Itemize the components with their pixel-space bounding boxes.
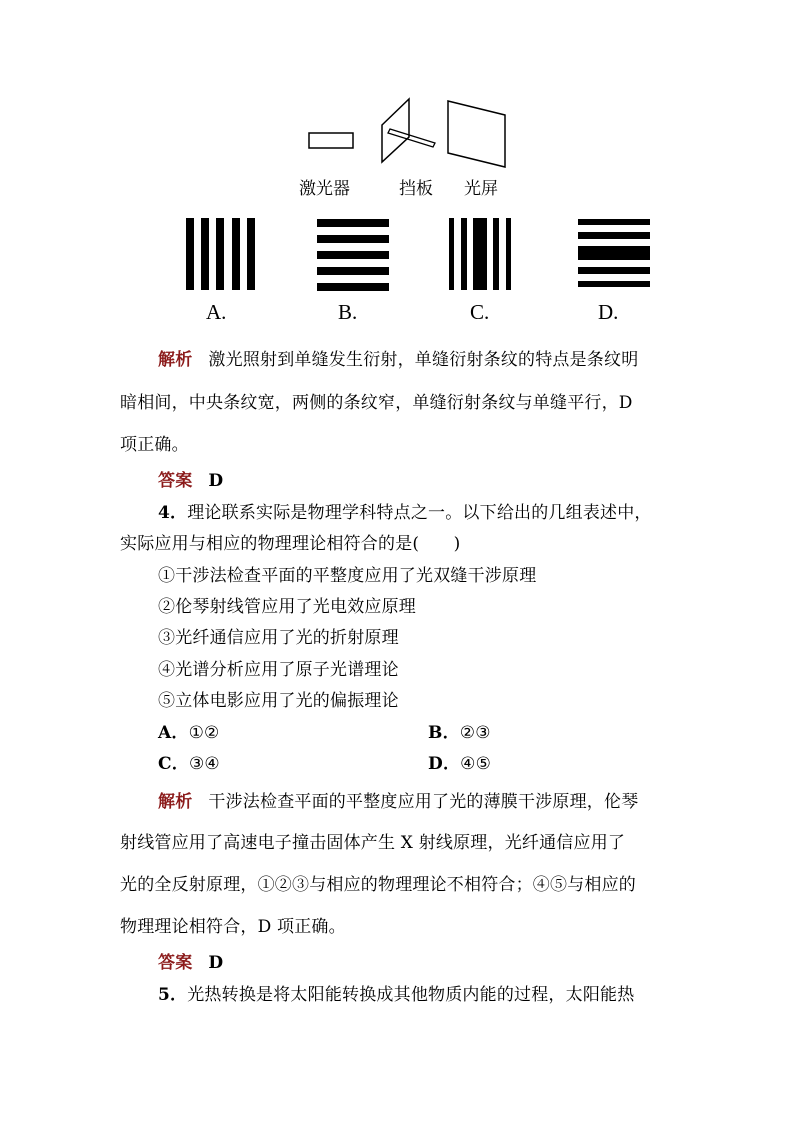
q4-analysis-tag: 解析 (158, 792, 193, 812)
q3-answer (158, 466, 223, 491)
q3-analysis-line-3: 项正确。 (120, 435, 189, 455)
q4-answer-tag: 答案 (158, 953, 193, 973)
pattern-b (317, 219, 389, 291)
q3-analysis-line-2: 暗相间，中央条纹宽，两侧的条纹窄，单缝衍射条纹与单缝平行，D (120, 393, 633, 413)
q4-number: 4． (158, 503, 188, 523)
option-a-label: A. (206, 300, 227, 324)
pattern-c (449, 218, 511, 290)
q4-item-1: ①干涉法检查平面的平整度应用了光双缝干涉原理 (158, 566, 537, 586)
screen-label: 光屏 (464, 179, 498, 199)
q4-stem-line-2: 实际应用与相应的物理理论相符合的是( ) (120, 534, 461, 554)
q3-answer-tag: 答案 (158, 471, 193, 491)
baffle-label: 挡板 (399, 179, 433, 199)
q4-choice-d: D．④⑤ (428, 754, 492, 774)
q4-item-4: ④光谱分析应用了原子光谱理论 (158, 660, 399, 680)
option-b-label: B. (338, 300, 358, 324)
pattern-d (578, 219, 650, 287)
diffraction-figure (178, 95, 658, 330)
q4-choice-b: B．②③ (428, 723, 491, 743)
option-c-label: C. (470, 300, 490, 324)
q4-item-5: ⑤立体电影应用了光的偏振理论 (158, 691, 399, 711)
laser-label: 激光器 (299, 179, 350, 199)
q4-stem-line-1: 4．理论联系实际是物理学科特点之一。以下给出的几组表述中， (158, 503, 652, 523)
slit-shape (388, 129, 435, 147)
q4-analysis-line-4: 物理理论相符合，D 项正确。 (120, 917, 346, 937)
option-d-label: D. (598, 300, 619, 324)
q4-item-2: ②伦琴射线管应用了光电效应原理 (158, 597, 416, 617)
q4-item-3: ③光纤通信应用了光的折射原理 (158, 628, 399, 648)
q4-analysis-line-2: 射线管应用了高速电子撞击固体产生 X 射线原理，光纤通信应用了 (120, 833, 626, 853)
laser-shape (309, 133, 353, 148)
q3-analysis-tag: 解析 (158, 350, 193, 370)
q3-analysis-line-1: 解析 激光照射到单缝发生衍射，单缝衍射条纹的特点是条纹明 (158, 350, 639, 370)
screen-shape (448, 101, 505, 167)
pattern-a (186, 218, 255, 290)
q4-choice-a: A．①② (158, 723, 220, 743)
q4-answer (158, 948, 223, 973)
q4-answer-value: D (208, 953, 224, 973)
q3-answer-value: D (208, 471, 224, 491)
q4-choice-c: C．③④ (158, 754, 220, 774)
q4-analysis-line-3: 光的全反射原理，①②③与相应的物理理论不相符合；④⑤与相应的 (120, 875, 636, 895)
figure-drawing (178, 95, 658, 330)
q4-analysis-line-1: 解析 干涉法检查平面的平整度应用了光的薄膜干涉原理，伦琴 (158, 792, 639, 812)
q5-stem: 5．光热转换是将太阳能转换成其他物质内能的过程，太阳能热 (158, 985, 635, 1005)
q5-number: 5． (158, 985, 188, 1005)
